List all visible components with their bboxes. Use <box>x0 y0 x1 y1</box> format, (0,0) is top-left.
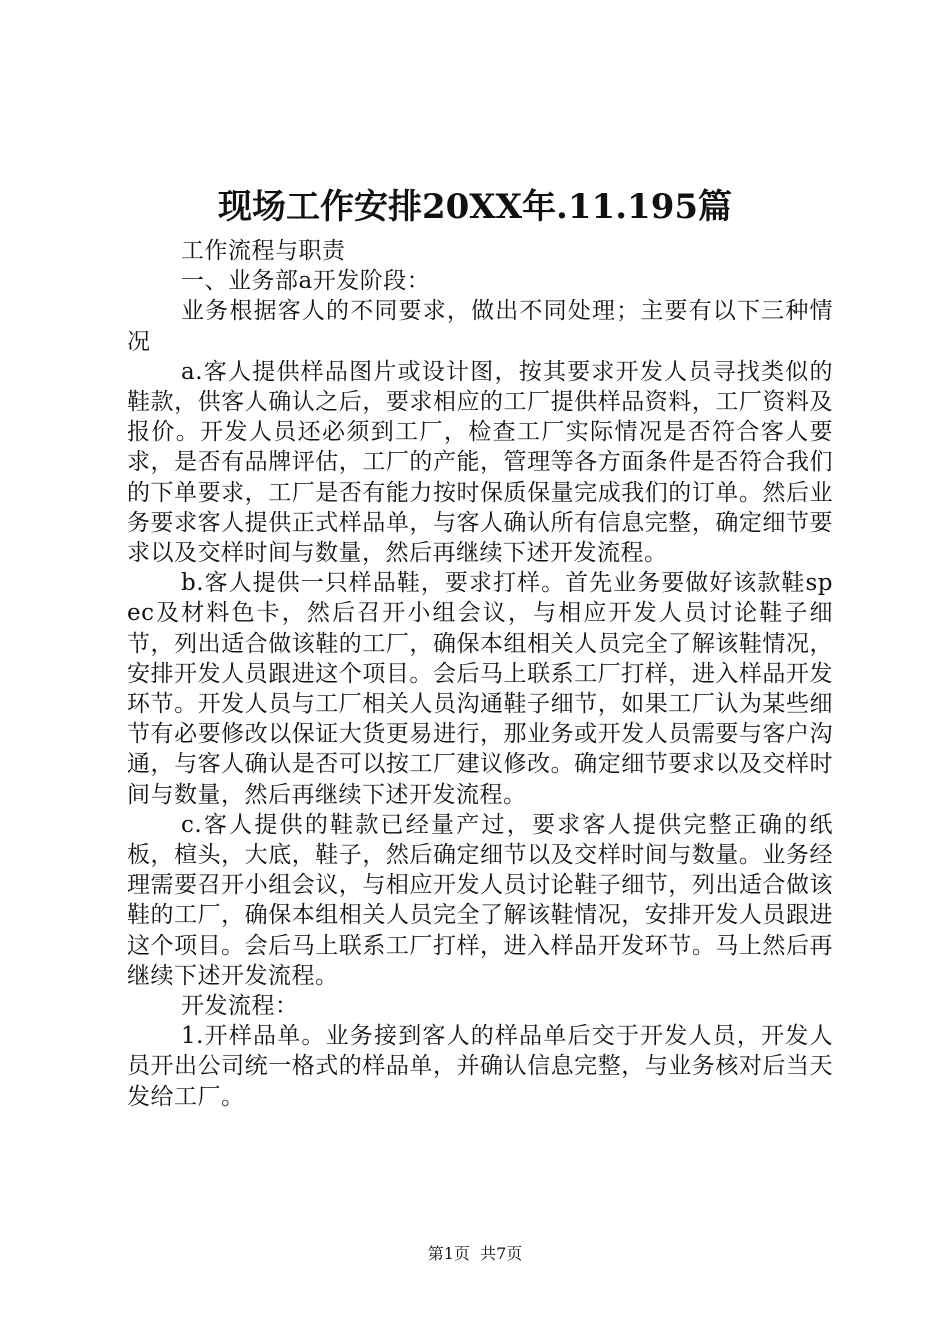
page-total: 共7页 <box>480 1244 523 1263</box>
paragraph-case-a: a.客人提供样品图片或设计图，按其要求开发人员寻找类似的鞋款，供客人确认之后，要求相应的工厂提供样品资料，工厂资料及报价。开发人员还必须到工厂，检查工厂实际情况是否符合客人要求，是否有品牌评估，工厂的产能，管理等各方面条件是否符合我们的下单要求，工厂是否有能力按时保质保量完成我们的订单。然后业务要求客人提供正式样品单，与客人确认所有信息完整，确定细节要求以及交样时间与数量，然后再继续下述开发流程。 <box>127 358 833 567</box>
page-number: 第1页 <box>427 1244 470 1263</box>
page-footer <box>0 1243 950 1265</box>
paragraph-case-c: c.客人提供的鞋款已经量产过，要求客人提供完整正确的纸板，楦头，大底，鞋子，然后确定细节以及交样时间与数量。业务经理需要召开小组会议，与相应开发人员讨论鞋子细节，列出适合做该鞋的工厂，确保本组相关人员完全了解该鞋情况，安排开发人员跟进这个项目。会后马上联系工厂打样，进入样品开发环节。马上然后再继续下述开发流程。 <box>127 811 833 989</box>
document-title: 现场工作安排20XX年.11.195篇 <box>217 187 733 227</box>
paragraph-dev-process-heading: 开发流程： <box>181 993 299 1020</box>
paragraph-step-one: 1.开样品单。业务接到客人的样品单后交于开发人员，开发人员开出公司统一格式的样品单，并确认信息完整，与业务核对后当天发给工厂。 <box>127 1023 833 1110</box>
paragraph-case-b: b.客人提供一只样品鞋，要求打样。首先业务要做好该款鞋spec及材料色卡，然后召开小组会议，与相应开发人员讨论鞋子细节，列出适合做该鞋的工厂，确保本组相关人员完全了解该鞋情况，安排开发人员跟进这个项目。会后马上联系工厂打样，进入样品开发环节。开发人员与工厂相关人员沟通鞋子细节，如果工厂认为某些细节有必要修改以保证大货更易进行，那业务或开发人员需要与客户沟通，与客人确认是否可以按工厂建议修改。确定细节要求以及交样时间与数量，然后再继续下述开发流程。 <box>127 570 833 808</box>
paragraph-section-one: 一、业务部a开发阶段： <box>181 268 431 295</box>
paragraph-intro: 业务根据客人的不同要求，做出不同处理；主要有以下三种情况 <box>127 298 833 355</box>
paragraph-heading-workflow: 工作流程与职责 <box>181 238 346 264</box>
document-body <box>127 236 833 1112</box>
